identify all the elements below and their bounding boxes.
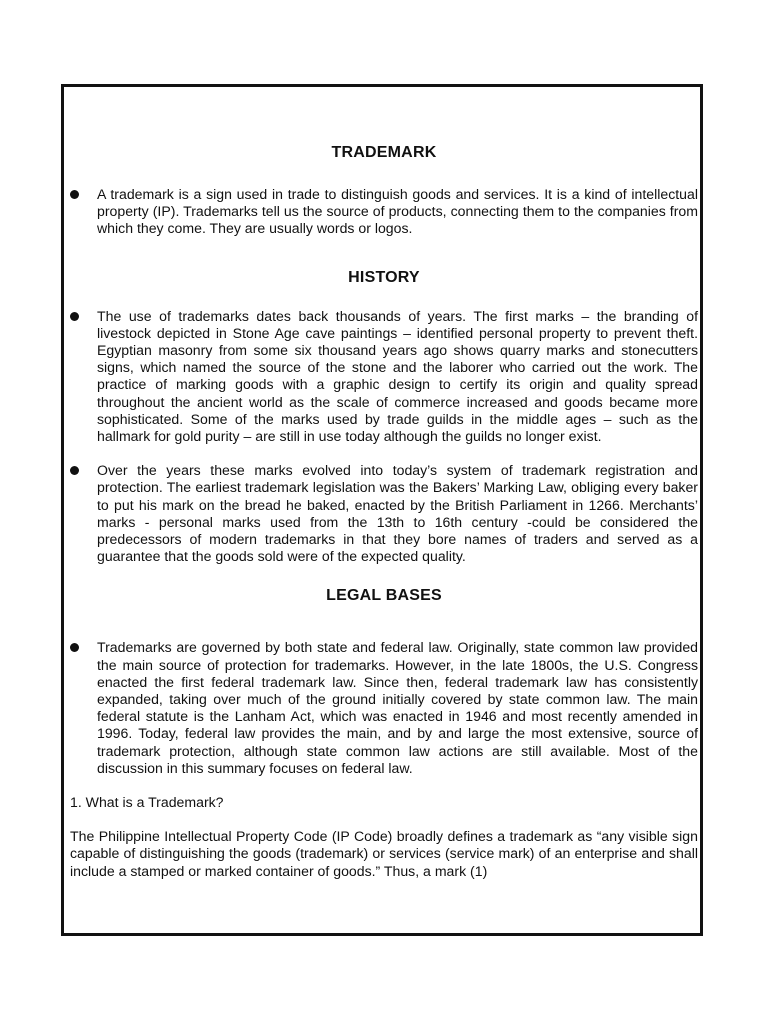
bullet-icon	[70, 312, 79, 321]
bullet-text: A trademark is a sign used in trade to distinguish goods and services. It is a kind of intellectual property (IP). Trademarks tell us the source of products, connecting them to the companies from which they come. They are usually words or logos.	[97, 186, 698, 237]
bullet-text: Over the years these marks evolved into today’s system of trademark registration and protection. The earliest trademark legislation was the Bakers’ Marking Law, obliging every baker to put his mark on the bread he baked, enacted by the British Parliament in 1266. Merchants’ marks - personal marks used from the 13th to 16th century -could be considered the predecessors of modern trademarks in that they bore names of traders and served as a guarantee that the goods sold were of the expected quality.	[97, 462, 698, 565]
history-bullet-1	[70, 308, 698, 446]
bullet-icon	[70, 643, 79, 652]
ip-code-paragraph: The Philippine Intellectual Property Code (IP Code) broadly defines a trademark as “any visible sign capable of distinguishing the goods (trademark) or services (service mark) of an enterprise and shall include a stamped or marked container of goods.” Thus, a mark (1)	[70, 828, 698, 879]
trademark-definition-bullet	[70, 186, 698, 238]
history-bullet-2	[70, 462, 698, 565]
bullet-icon	[70, 466, 79, 475]
bullet-text: Trademarks are governed by both state and federal law. Originally, state common law provided the main source of protection for trademarks. However, in the late 1800s, the U.S. Congress enacted the first federal trademark law. Since then, federal trademark law has consistently expanded, taking over much of the ground initially covered by state common law. The main federal statute is the Lanham Act, which was enacted in 1946 and most recently amended in 1996. Today, federal law provides the main, and by and large the most extensive, source of trademark protection, although state common law actions are still available. Most of the discussion in this summary focuses on federal law.	[97, 639, 698, 776]
trademark-heading: TRADEMARK	[331, 144, 437, 161]
question-heading: 1. What is a Trademark?	[70, 794, 224, 811]
legal-bases-heading: LEGAL BASES	[326, 587, 442, 605]
legal-bases-bullet	[70, 639, 698, 777]
bullet-text: The use of trademarks dates back thousands of years. The first marks – the branding of livestock depicted in Stone Age cave paintings – identified personal property to prevent theft. Egyptian masonry from some six thousand years ago shows quarry marks and stonecutters signs, which named the source of the stone and the laborer who carried out the work. The practice of marking goods with a graphic design to certify its origin and quality spread throughout the ancient world as the scale of commerce increased and goods became more sophisticated. Some of the marks used by trade guilds in the middle ages – such as the hallmark for gold purity – are still in use today although the guilds no longer exist.	[97, 307, 698, 445]
bullet-icon	[70, 190, 79, 199]
history-heading: HISTORY	[348, 268, 420, 286]
document-body	[70, 143, 698, 880]
